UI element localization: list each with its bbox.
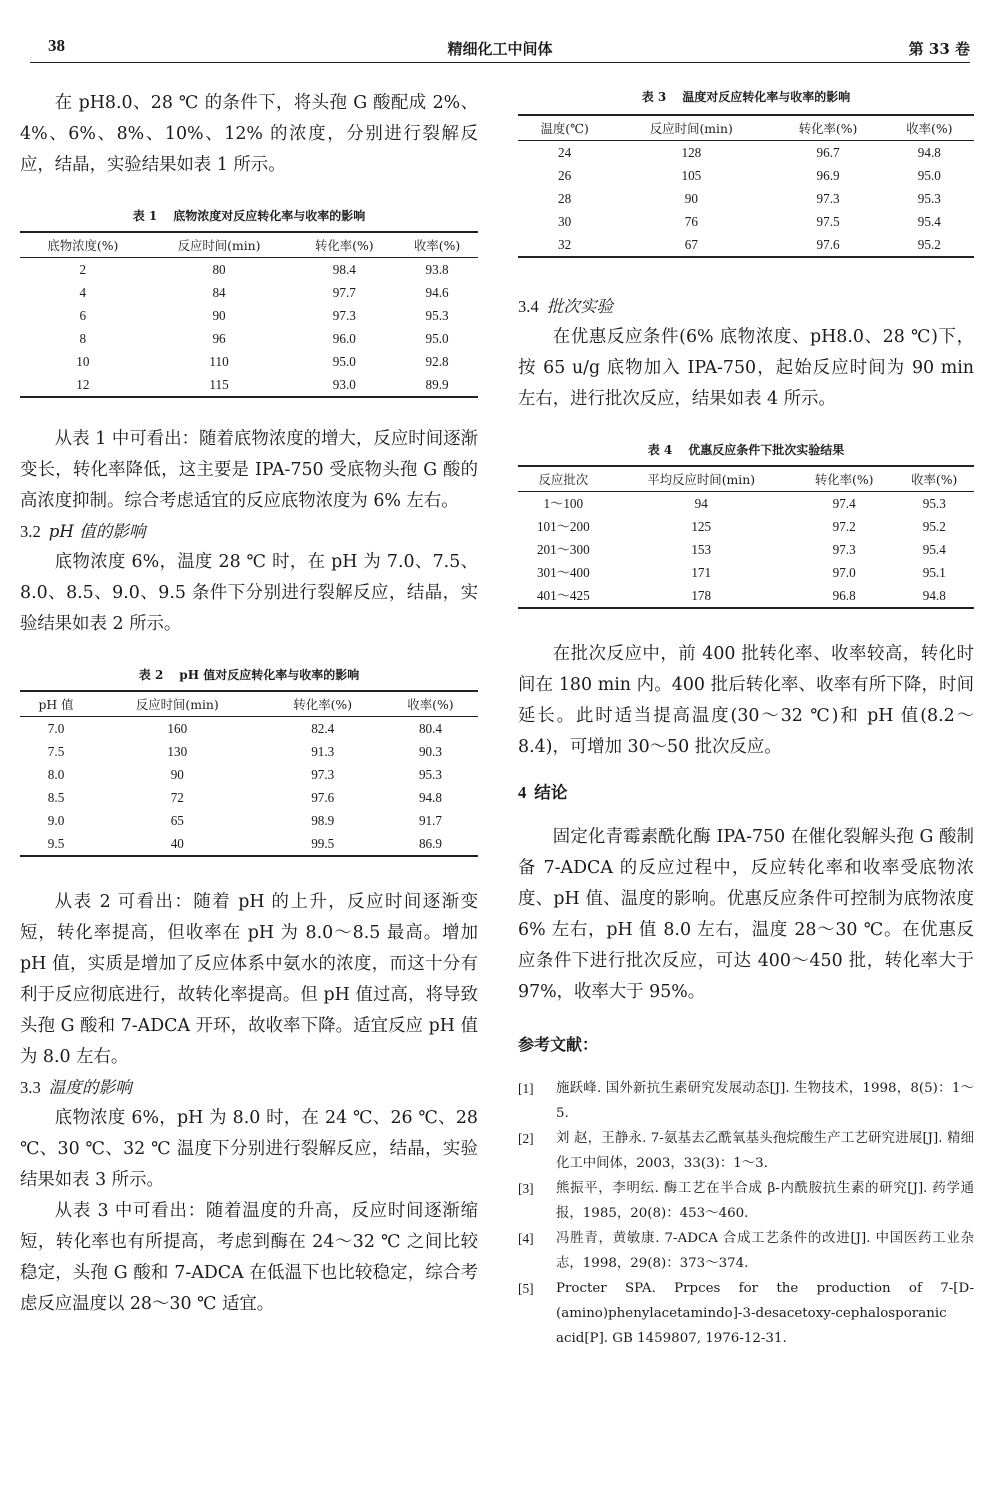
table-cell: 95.2 — [885, 233, 974, 257]
right-column — [518, 88, 974, 1351]
table-cell: 80.4 — [418, 720, 443, 736]
table-cell: 96 — [212, 330, 226, 346]
table-cell: 92.8 — [425, 353, 449, 369]
table-cell: 86.9 — [383, 832, 478, 856]
table-cell: 110 — [209, 353, 229, 369]
reference-item — [518, 1126, 974, 1176]
column-header: 收率(%) — [383, 691, 478, 717]
table-cell: 105 — [681, 167, 702, 183]
table-cell: 95.2 — [922, 518, 946, 534]
table-cell: 171 — [691, 564, 712, 580]
table-cell: 97.0 — [832, 564, 856, 580]
table-row — [20, 786, 478, 809]
paragraph: 在 pH8.0、28 ℃ 的条件下，将头孢 G 酸配成 2%、4%、6%、8%、10%、12% 的浓度，分别进行裂解反应，结晶，实验结果如表 1 所示。 — [20, 93, 478, 175]
table-cell: 9.0 — [47, 812, 65, 828]
table-cell: 125 — [691, 518, 712, 534]
table-header-row — [518, 466, 974, 492]
table-row — [518, 492, 974, 516]
table-row — [20, 258, 478, 282]
paragraph: 在批次反应中，前 400 批转化率、收率较高，转化时间在 180 min 内。400 批后转化率、收率有所下降，时间延长。此时适当提高温度(30～32 ℃)和 pH 值(8.2～8.4)，可增加 30～50 批次反应。 — [518, 644, 974, 757]
table-cell: 94.8 — [418, 789, 443, 805]
section-heading — [20, 517, 478, 547]
table-cell: 98.4 — [332, 261, 356, 277]
reference-item — [518, 1076, 974, 1126]
table-cell: 84 — [212, 284, 226, 300]
table-cell: 153 — [691, 541, 712, 557]
table-cell: 95.0 — [425, 330, 449, 346]
table-cell: 115 — [146, 373, 293, 397]
table-cell: 97.6 — [311, 789, 335, 805]
table-cell: 4 — [79, 284, 87, 300]
section-number: 3.3 — [20, 1078, 41, 1097]
table-label: 表 3 — [641, 90, 667, 104]
section-heading — [518, 292, 974, 322]
table-row — [518, 515, 974, 538]
table-cell: 90 — [212, 307, 226, 323]
table-cell: 91.7 — [418, 812, 443, 828]
table-cell: 93.8 — [425, 261, 449, 277]
section-number: 3.2 — [20, 522, 41, 541]
table-cell: 201～300 — [536, 541, 590, 557]
table-row — [20, 304, 478, 327]
column-header: 平均反应时间(min) — [609, 466, 794, 492]
table-cell: 67 — [611, 233, 771, 257]
table-label: 表 2 — [138, 668, 164, 682]
table-cell: 97.5 — [816, 213, 840, 229]
table-cell: 97.3 — [311, 766, 335, 782]
table-cell: 94 — [694, 495, 708, 511]
table-row — [518, 584, 974, 608]
table-cell: 72 — [170, 789, 184, 805]
table-cell: 95.3 — [922, 495, 946, 511]
table-header-row — [20, 691, 478, 717]
section-number: 4 — [518, 783, 527, 802]
paragraph: 从表 3 中可看出：随着温度的升高，反应时间逐渐缩短，转化率也有所提高，考虑到酶在 24～32 ℃ 之间比较稳定，头孢 G 酸和 7-ADCA 在低温下也比较稳定，综合考虑反应温度以 28～30 ℃ 适宜。 — [20, 1201, 478, 1314]
table-cell: 95.1 — [922, 564, 946, 580]
table-caption — [518, 88, 974, 106]
table-cell: 97.3 — [832, 541, 856, 557]
table-row — [518, 538, 974, 561]
table-cell: 160 — [167, 720, 188, 736]
table-cell: 95.3 — [425, 307, 449, 323]
table-title: 温度对反应转化率与收率的影响 — [682, 90, 851, 104]
table-row — [518, 233, 974, 257]
section-title: 结论 — [534, 782, 568, 802]
column-header: 反应时间(min) — [92, 691, 262, 717]
table-cell: 97.3 — [332, 307, 356, 323]
reference-number: [2] — [518, 1131, 534, 1146]
paragraph: 底物浓度 6%，pH 为 8.0 时，在 24 ℃、26 ℃、28 ℃、30 ℃、32 ℃ 温度下分别进行裂解反应，结晶，实验结果如表 3 所示。 — [20, 1108, 478, 1190]
column-header: 底物浓度(%) — [20, 232, 146, 258]
table-1 — [20, 231, 478, 398]
section-title: 温度的影响 — [48, 1078, 132, 1097]
table-cell: 97.4 — [832, 495, 856, 511]
table-cell: 94.6 — [425, 284, 449, 300]
column-header: 转化率(%) — [794, 466, 895, 492]
table-cell: 128 — [681, 144, 702, 160]
table-label: 表 4 — [647, 443, 673, 457]
table-title: pH 值对反应转化率与收率的影响 — [179, 668, 360, 682]
table-cell: 96.0 — [332, 330, 356, 346]
table-2 — [20, 690, 478, 857]
table-cell: 97.3 — [816, 190, 840, 206]
column-header: 温度(℃) — [518, 115, 611, 141]
column-header: 反应时间(min) — [611, 115, 771, 141]
section-heading — [20, 1073, 478, 1103]
journal-name: 精细化工中间体 — [447, 40, 553, 58]
table-header-row — [518, 115, 974, 141]
table-row — [518, 141, 974, 165]
table-cell: 7.5 — [47, 743, 65, 759]
table-title: 优惠反应条件下批次实验结果 — [688, 443, 845, 457]
column-header: 转化率(%) — [771, 115, 884, 141]
reference-number: [3] — [518, 1181, 534, 1196]
page-header — [30, 30, 970, 60]
reference-item — [518, 1276, 974, 1351]
table-caption — [20, 666, 478, 684]
volume-label: 第 33 卷 — [908, 40, 970, 58]
table-cell: 98.9 — [311, 812, 335, 828]
table-cell: 7.0 — [47, 720, 65, 736]
reference-number: [4] — [518, 1231, 534, 1246]
header-rule — [30, 62, 970, 63]
table-cell: 8 — [79, 330, 87, 346]
reference-text: Procter SPA. Prpces for the production of 7-[D-(amino)phenylacetamindo]-3-desacetoxy-cephalosporanic acid[P]. GB 1459807, 1976-12-31. — [556, 1281, 974, 1346]
column-header: 收率(%) — [895, 466, 974, 492]
table-cell: 24 — [558, 144, 572, 160]
table-cell: 95.4 — [922, 541, 946, 557]
section-title: 批次实验 — [546, 297, 614, 316]
table-cell: 76 — [684, 213, 698, 229]
reference-text: 刘 赵，王静永. 7-氨基去乙酰氧基头孢烷酸生产工艺研究进展[J]. 精细化工中间体，2003，33(3)：1～3. — [556, 1131, 974, 1171]
table-cell: 97.6 — [771, 233, 884, 257]
table-cell: 95.4 — [917, 213, 941, 229]
table-row — [20, 327, 478, 350]
paragraph: 从表 2 可看出：随着 pH 的上升，反应时间逐渐变短，转化率提高，但收率在 pH 为 8.0～8.5 最高。增加 pH 值，实质是增加了反应体系中氨水的浓度，而这十分有利于反应彻底进行，故转化率提高。但 pH 值过高，将导致头孢 G 酸和 7-ADCA 开环，故收率下降。适宜反应 pH 值为 8.0 左右。 — [20, 892, 478, 1067]
table-cell: 97.7 — [332, 284, 356, 300]
table-row — [20, 373, 478, 397]
paragraph: 从表 1 中可看出：随着底物浓度的增大，反应时间逐渐变长，转化率降低，这主要是 IPA-750 受底物头孢 G 酸的高浓度抑制。综合考虑适宜的反应底物浓度为 6% 左右。 — [20, 429, 478, 511]
table-cell: 95.0 — [917, 167, 941, 183]
table-cell: 12 — [20, 373, 146, 397]
table-cell: 96.7 — [816, 144, 840, 160]
column-header: 收率(%) — [885, 115, 974, 141]
table-cell: 8.5 — [47, 789, 65, 805]
reference-item — [518, 1226, 974, 1276]
table-cell: 65 — [170, 812, 184, 828]
table-row — [518, 210, 974, 233]
column-header: 反应批次 — [518, 466, 609, 492]
section-number: 3.4 — [518, 297, 539, 316]
table-cell: 99.5 — [263, 832, 383, 856]
left-column — [20, 88, 478, 1320]
table-cell: 9.5 — [20, 832, 92, 856]
table-row — [20, 717, 478, 741]
table-cell: 93.0 — [292, 373, 396, 397]
table-cell: 401～425 — [518, 584, 609, 608]
table-3 — [518, 114, 974, 258]
reference-number: [1] — [518, 1081, 534, 1096]
table-row — [518, 561, 974, 584]
table-cell: 94.8 — [917, 144, 941, 160]
column-header: 收率(%) — [396, 232, 478, 258]
table-row — [20, 763, 478, 786]
table-caption — [20, 207, 478, 225]
paragraph: 固定化青霉素酰化酶 IPA-750 在催化裂解头孢 G 酸制备 7-ADCA 的反应过程中，反应转化率和收率受底物浓度、pH 值、温度的影响。优惠反应条件可控制为底物浓度 6% 左右，pH 值 8.0 左右，温度 28～30 ℃。在优惠反应条件下进行批次反应，可达 400～450 批，转化率大于 97%，收率大于 95%。 — [518, 827, 974, 1002]
table-cell: 90.3 — [418, 743, 443, 759]
table-cell: 82.4 — [311, 720, 335, 736]
page-number: 38 — [48, 36, 65, 55]
table-cell: 28 — [558, 190, 572, 206]
table-cell: 101～200 — [536, 518, 590, 534]
paragraph: 底物浓度 6%，温度 28 ℃ 时，在 pH 为 7.0、7.5、8.0、8.5、9.0、9.5 条件下分别进行裂解反应，结晶，实验结果如表 2 所示。 — [20, 552, 478, 634]
table-caption — [518, 441, 974, 459]
reference-text: 冯胜青，黄敏康. 7-ADCA 合成工艺条件的改进[J]. 中国医药工业杂志，1998，29(8)：373～374. — [556, 1231, 974, 1271]
column-header: 转化率(%) — [263, 691, 383, 717]
table-cell: 95.3 — [418, 766, 443, 782]
column-header: pH 值 — [20, 691, 92, 717]
table-cell: 10 — [76, 353, 90, 369]
paragraph: 在优惠反应条件(6% 底物浓度、pH8.0、28 ℃)下，按 65 u/g 底物加入 IPA-750，起始反应时间为 90 min 左右，进行批次反应，结果如表 4 所示。 — [518, 327, 974, 409]
table-4 — [518, 465, 974, 609]
table-cell: 96.8 — [794, 584, 895, 608]
reference-list — [518, 1076, 974, 1351]
table-cell: 91.3 — [311, 743, 335, 759]
references-title: 参考文献： — [518, 1035, 599, 1054]
table-cell: 8.0 — [47, 766, 65, 782]
table-cell: 97.2 — [832, 518, 856, 534]
reference-text: 熊振平，李明纭. 酶工艺在半合成 β-内酰胺抗生素的研究[J]. 药学通报，1985，20(8)：453～460. — [556, 1181, 974, 1221]
table-cell: 80 — [212, 261, 226, 277]
column-header: 转化率(%) — [292, 232, 396, 258]
table-cell: 90 — [684, 190, 698, 206]
column-header: 反应时间(min) — [146, 232, 293, 258]
table-title: 底物浓度对反应转化率与收率的影响 — [173, 209, 366, 223]
table-label: 表 1 — [132, 209, 158, 223]
table-cell: 1～100 — [543, 495, 584, 511]
table-row — [20, 740, 478, 763]
reference-number: [5] — [518, 1281, 534, 1296]
table-row — [20, 809, 478, 832]
table-cell: 89.9 — [396, 373, 478, 397]
table-cell: 94.8 — [895, 584, 974, 608]
table-row — [20, 281, 478, 304]
section-title: pH 值的影响 — [48, 522, 146, 541]
table-cell: 95.3 — [917, 190, 941, 206]
table-row — [20, 350, 478, 373]
table-cell: 30 — [558, 213, 572, 229]
table-cell: 301～400 — [536, 564, 590, 580]
table-cell: 2 — [79, 261, 87, 277]
reference-item — [518, 1176, 974, 1226]
table-cell: 32 — [518, 233, 611, 257]
table-cell: 130 — [167, 743, 188, 759]
section-heading — [518, 777, 974, 808]
table-row — [20, 832, 478, 856]
table-cell: 26 — [558, 167, 572, 183]
table-cell: 96.9 — [816, 167, 840, 183]
table-cell: 90 — [170, 766, 184, 782]
table-cell: 95.0 — [332, 353, 356, 369]
reference-text: 施跃峰. 国外新抗生素研究发展动态[J]. 生物技术，1998，8(5)：1～5. — [556, 1081, 974, 1121]
table-row — [518, 164, 974, 187]
table-cell: 6 — [79, 307, 87, 323]
table-cell: 40 — [92, 832, 262, 856]
table-cell: 178 — [609, 584, 794, 608]
table-header-row — [20, 232, 478, 258]
table-row — [518, 187, 974, 210]
